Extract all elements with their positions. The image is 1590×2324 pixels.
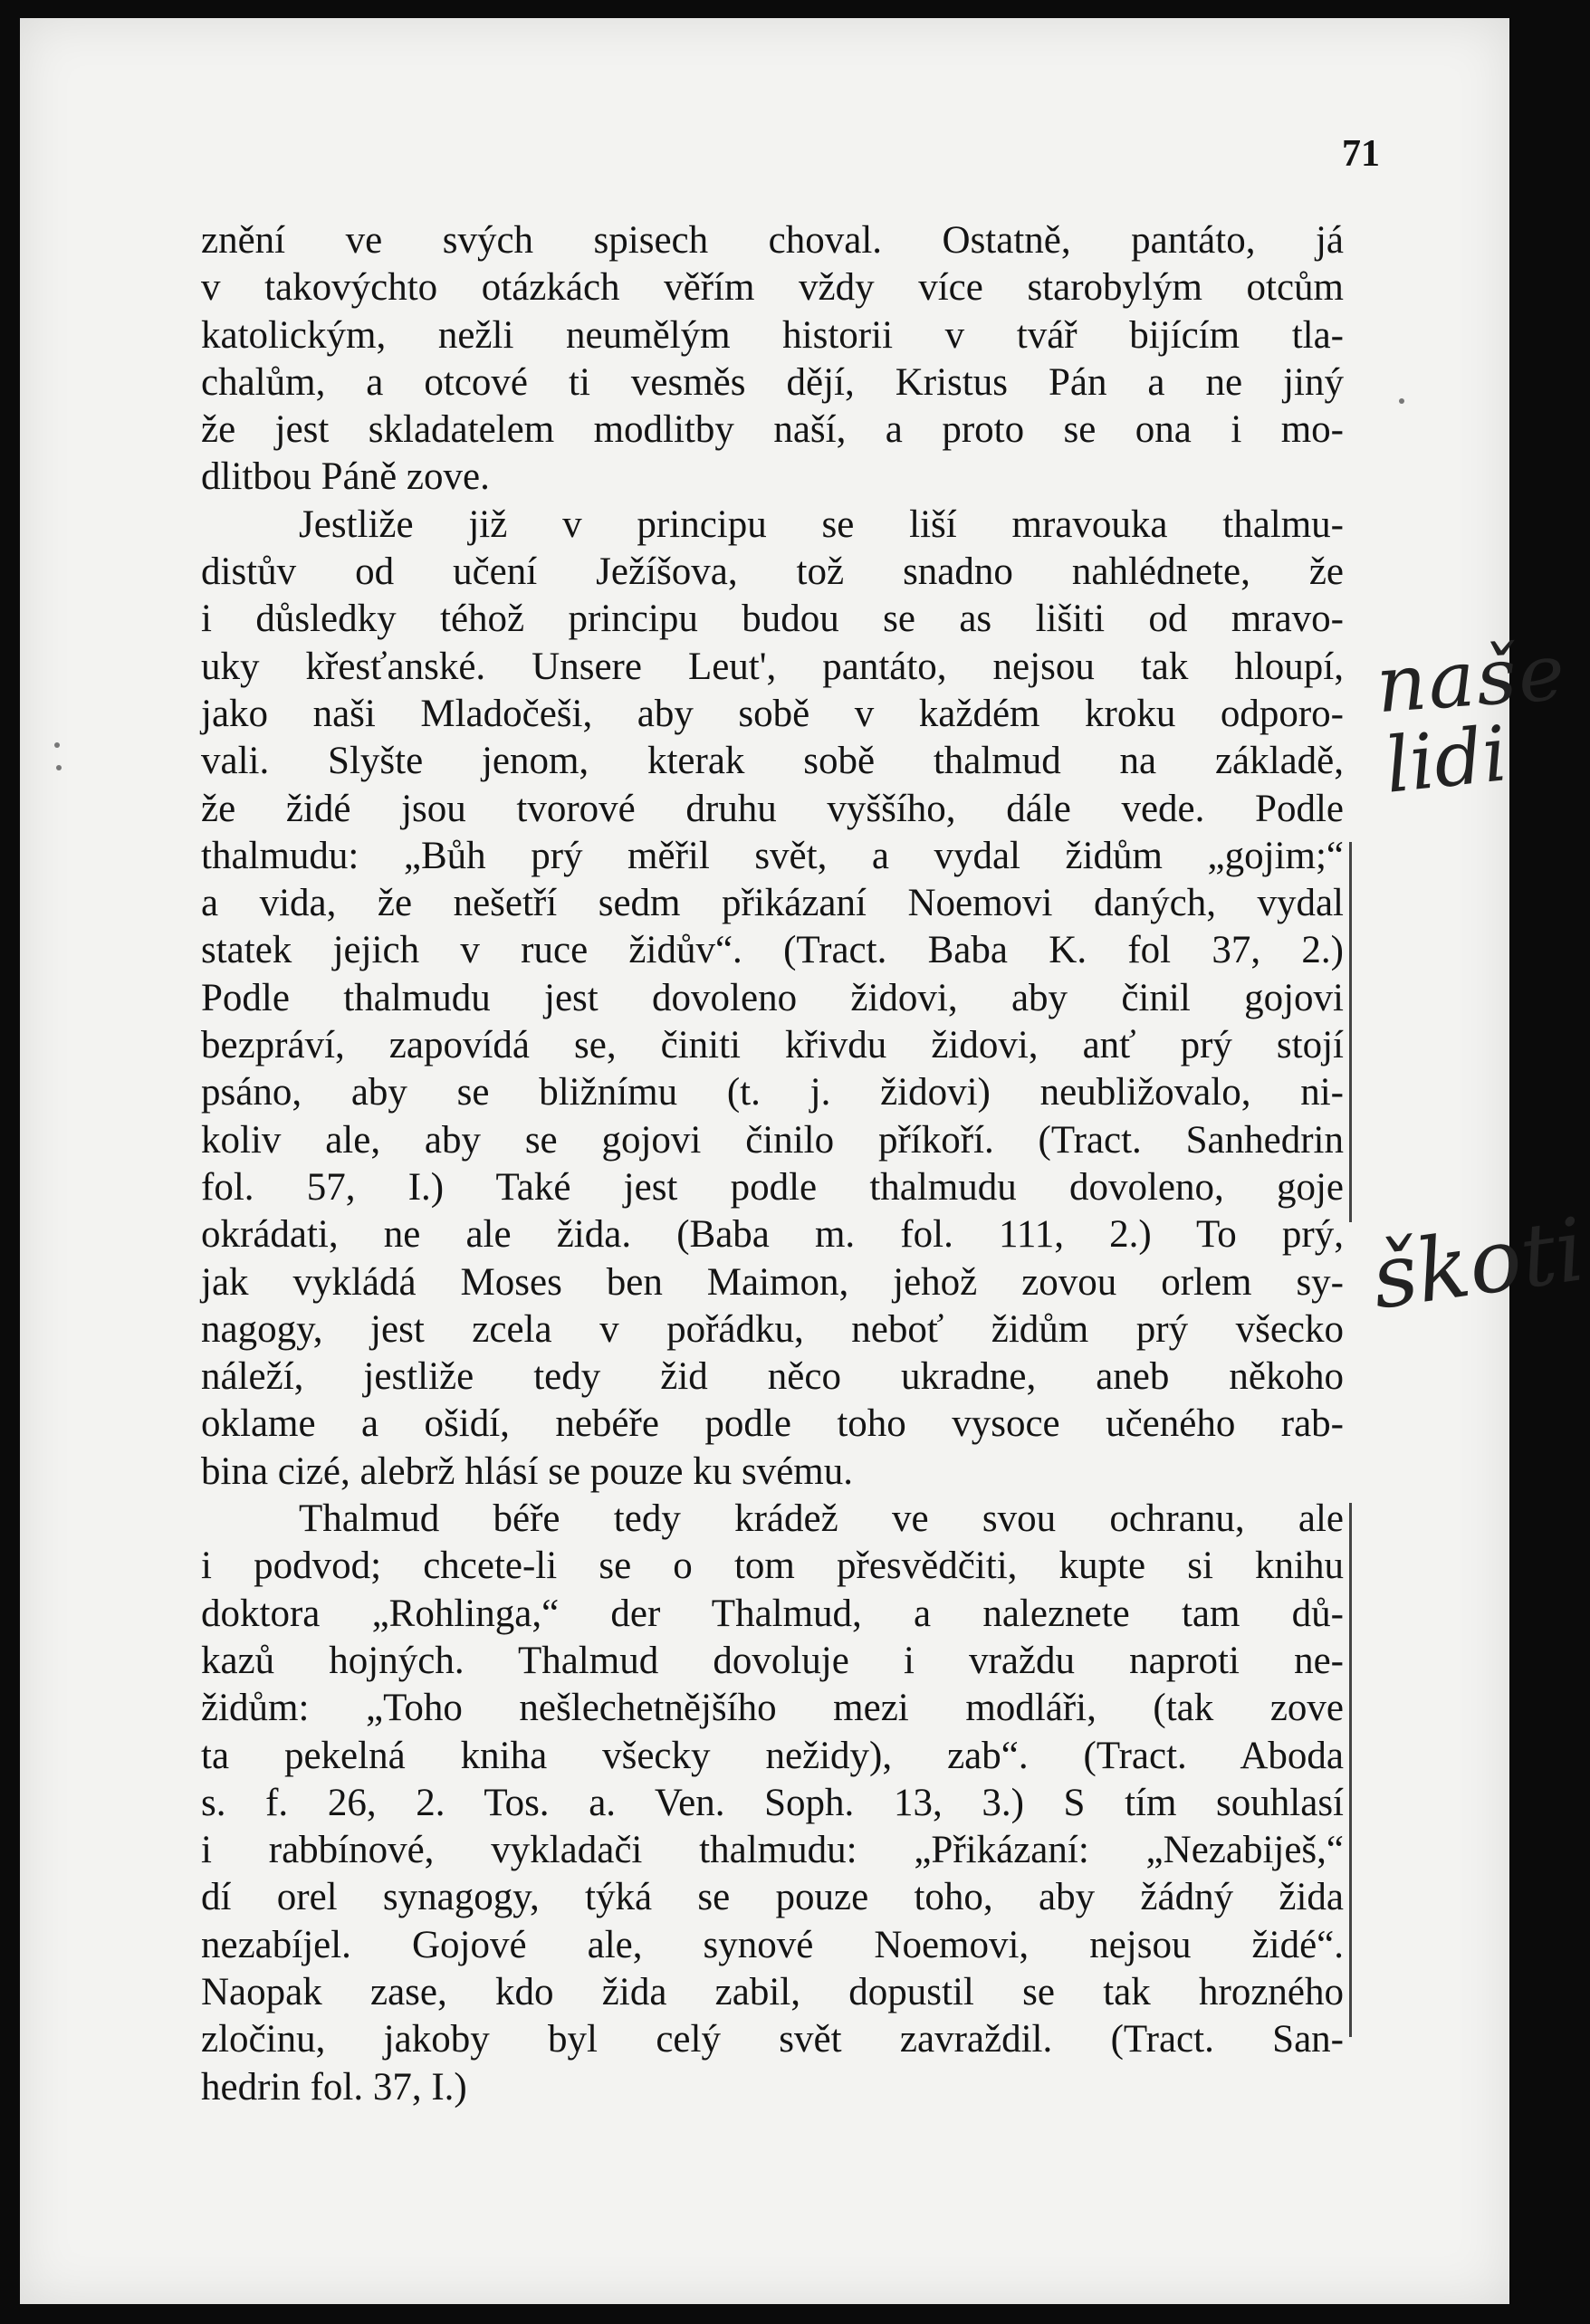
text-line: statek jejich v ruce židův“. (Tract. Baba K. fol 37, 2.)	[201, 929, 1344, 972]
body-text	[201, 217, 1344, 2111]
handwritten-note: lidi	[1381, 709, 1512, 810]
page-number: 71	[1342, 133, 1380, 175]
text-line: jako naši Mladočeši, aby sobě v každém kroku odporo-	[201, 692, 1344, 735]
text-line: i podvod; chcete-li se o tom přesvědčiti, kupte si knihu	[201, 1545, 1344, 1588]
text-line: hedrin fol. 37, I.)	[201, 2065, 467, 2109]
text-line: židům: „Toho nešlechetnějšího mezi modláři, (tak zove	[201, 1687, 1344, 1730]
text-line: že židé jsou tvorové druhu vyššího, dále vede. Podle	[201, 787, 1344, 830]
text-line: s. f. 26, 2. Tos. a. Ven. Soph. 13, 3.) S tím souhlasí	[201, 1781, 1344, 1824]
text-line: okrádati, ne ale žida. (Baba m. fol. 111, 2.) To prý,	[201, 1213, 1344, 1257]
margin-pencil-line	[1349, 1503, 1352, 2037]
text-line: dí orel synagogy, týká se pouze toho, aby žádný žida	[201, 1876, 1344, 1919]
text-line: že jest skladatelem modlitby naší, a proto se ona i mo-	[201, 408, 1344, 452]
text-line: zločinu, jakoby byl celý svět zavraždil. (Tract. San-	[201, 2018, 1344, 2061]
margin-pencil-line	[1349, 842, 1352, 1222]
speck	[1399, 398, 1404, 404]
text-line: i rabbínové, vykladači thalmudu: „Přikázaní: „Nezabiješ,“	[201, 1829, 1344, 1872]
text-line: dlitbou Páně zove.	[201, 455, 490, 499]
text-line: distův od učení Ježíšova, tož snadno nahlédnete, že	[201, 550, 1344, 594]
text-line: bina cizé, alebrž hlásí se pouze ku svému.	[201, 1449, 853, 1493]
text-line: psáno, aby se bližnímu (t. j. židovi) neubližovalo, ni-	[201, 1071, 1344, 1114]
text-line: nezabíjel. Gojové ale, synové Noemovi, nejsou židé“.	[201, 1923, 1344, 1966]
text-line: ta pekelná kniha všecky nežidy), zab“. (Tract. Aboda	[201, 1734, 1344, 1777]
text-line: fol. 57, I.) Také jest podle thalmudu dovoleno, goje	[201, 1165, 1344, 1209]
text-line: thalmudu: „Bůh prý měřil svět, a vydal židům „gojim;“	[201, 834, 1344, 877]
text-line: Thalmud béře tedy krádež ve svou ochranu, ale	[299, 1497, 1344, 1541]
text-line: i důsledky téhož principu budou se as lišiti od mravo-	[201, 598, 1344, 641]
text-line: kazů hojných. Thalmud dovoluje i vraždu naproti ne-	[201, 1639, 1344, 1682]
text-line: v takovýchto otázkách věřím vždy více starobylým otcům	[201, 266, 1344, 310]
text-line: znění ve svých spisech choval. Ostatně, pantáto, já	[201, 219, 1344, 262]
speck	[56, 765, 62, 770]
text-line: vali. Slyšte jenom, kterak sobě thalmud na základě,	[201, 740, 1344, 783]
text-line: jak vykládá Moses ben Maimon, jehož zovou orlem sy-	[201, 1260, 1344, 1304]
text-line: a vida, že nešetří sedm přikázaní Noemovi daných, vydal	[201, 882, 1344, 925]
handwritten-note: naše	[1373, 626, 1569, 732]
text-line: bezpráví, zapovídá se, činiti křivdu židovi, anť prý stojí	[201, 1024, 1344, 1067]
text-line: náleží, jestliže tedy žid něco ukradne, aneb někoho	[201, 1355, 1344, 1399]
text-line: koliv ale, aby se gojovi činilo příkoří. (Tract. Sanhedrin	[201, 1118, 1344, 1162]
text-line: Podle thalmudu jest dovoleno židovi, aby činil gojovi	[201, 976, 1344, 1019]
text-line: doktora „Rohlinga,“ der Thalmud, a naleznete tam dů-	[201, 1592, 1344, 1635]
text-line: katolickým, nežli neumělým historii v tvář bijícím tla-	[201, 313, 1344, 357]
handwritten-note: škoti	[1365, 1199, 1590, 1329]
text-line: oklame a ošidí, nebéře podle toho vysoce učeného rab-	[201, 1402, 1344, 1446]
text-line: chalům, a otcové ti vesměs dějí, Kristus Pán a ne jiný	[201, 360, 1344, 404]
speck	[54, 742, 60, 748]
text-line: Naopak zase, kdo žida zabil, dopustil se tak hrozného	[201, 1970, 1344, 2013]
text-line: nagogy, jest zcela v pořádku, neboť židům prý všecko	[201, 1307, 1344, 1351]
text-line: uky křesťanské. Unsere Leut', pantáto, nejsou tak hloupí,	[201, 645, 1344, 688]
text-line: Jestliže již v principu se liší mravouka thalmu-	[299, 502, 1344, 546]
